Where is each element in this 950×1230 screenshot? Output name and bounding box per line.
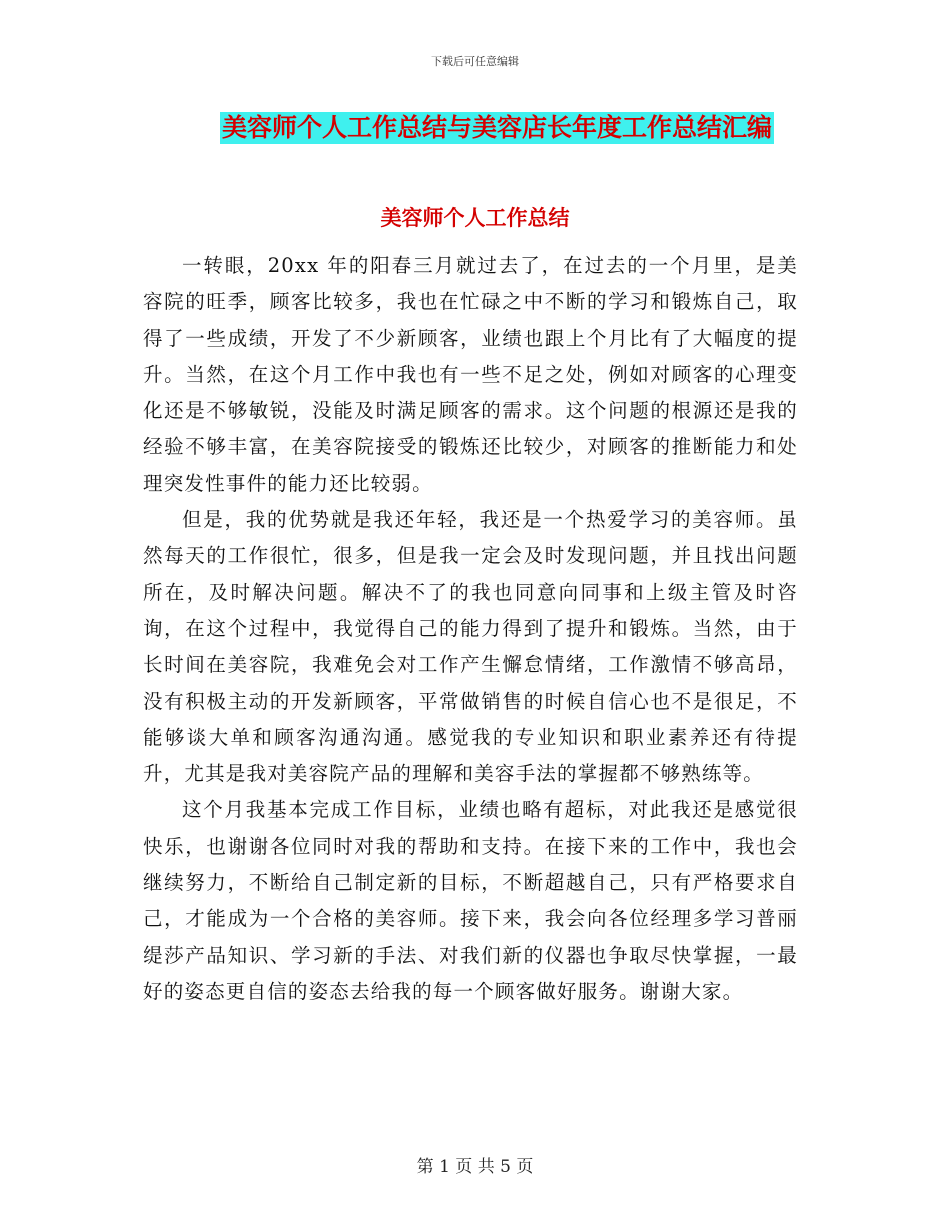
paragraph-2: 但是，我的优势就是我还年轻，我还是一个热爱学习的美容师。虽然每天的工作很忙，很多，但是我一定会及时发现问题，并且找出问题所在，及时解决问题。解决不了的我也同意向同事和上级主管及时咨询，在这个过程中，我觉得自己的能力得到了提升和锻炼。当然，由于长时间在美容院，我难免会对工作产生懈怠情绪，工作激情不够高昂，没有积极主动的开发新顾客，平常做销售的时候自信心也不是很足，不能够谈大单和顾客沟通沟通。感觉我的专业知识和职业素养还有待提升，尤其是我对美容院产品的理解和美容手法的掌握都不够熟练等。 xyxy=(143,508,798,786)
main-title: 美容师个人工作总结与美容店长年度工作总结汇编 xyxy=(221,113,772,142)
paragraph-3: 这个月我基本完成工作目标，业绩也略有超标，对此我还是感觉很快乐，也谢谢各位同时对我的帮助和支持。在接下来的工作中，我也会继续努力，不断给自己制定新的目标，不断超越自己，只有严格要求自己，才能成为一个合格的美容师。接下来，我会向各位经理多学习普丽缇莎产品知识、学习新的手法、对我们新的仪器也争取尽快掌握，一最好的姿态更自信的姿态去给我的每一个顾客做好服务。谢谢大家。 xyxy=(143,798,798,1003)
page-footer: 第 1 页 共 5 页 xyxy=(416,1157,534,1177)
section-title: 美容师个人工作总结 xyxy=(380,205,570,230)
main-title-container xyxy=(0,112,950,144)
paragraph-1: 一转眼，20xx 年的阳春三月就过去了，在过去的一个月里，是美容院的旺季，顾客比较多，我也在忙碌之中不断的学习和锻炼自己，取得了一些成绩，开发了不少新顾客，业绩也跟上个月比有了大幅度的提升。当然，在这个月工作中我也有一些不足之处，例如对顾客的心理变化还是不够敏锐，没能及时满足顾客的需求。这个问题的根源还是我的经验不够丰富，在美容院接受的锻炼还比较少，对顾客的推断能力和处理突发性事件的能力还比较弱。 xyxy=(143,254,798,495)
document-body xyxy=(143,248,798,1010)
header-note: 下载后可任意编辑 xyxy=(431,55,519,68)
